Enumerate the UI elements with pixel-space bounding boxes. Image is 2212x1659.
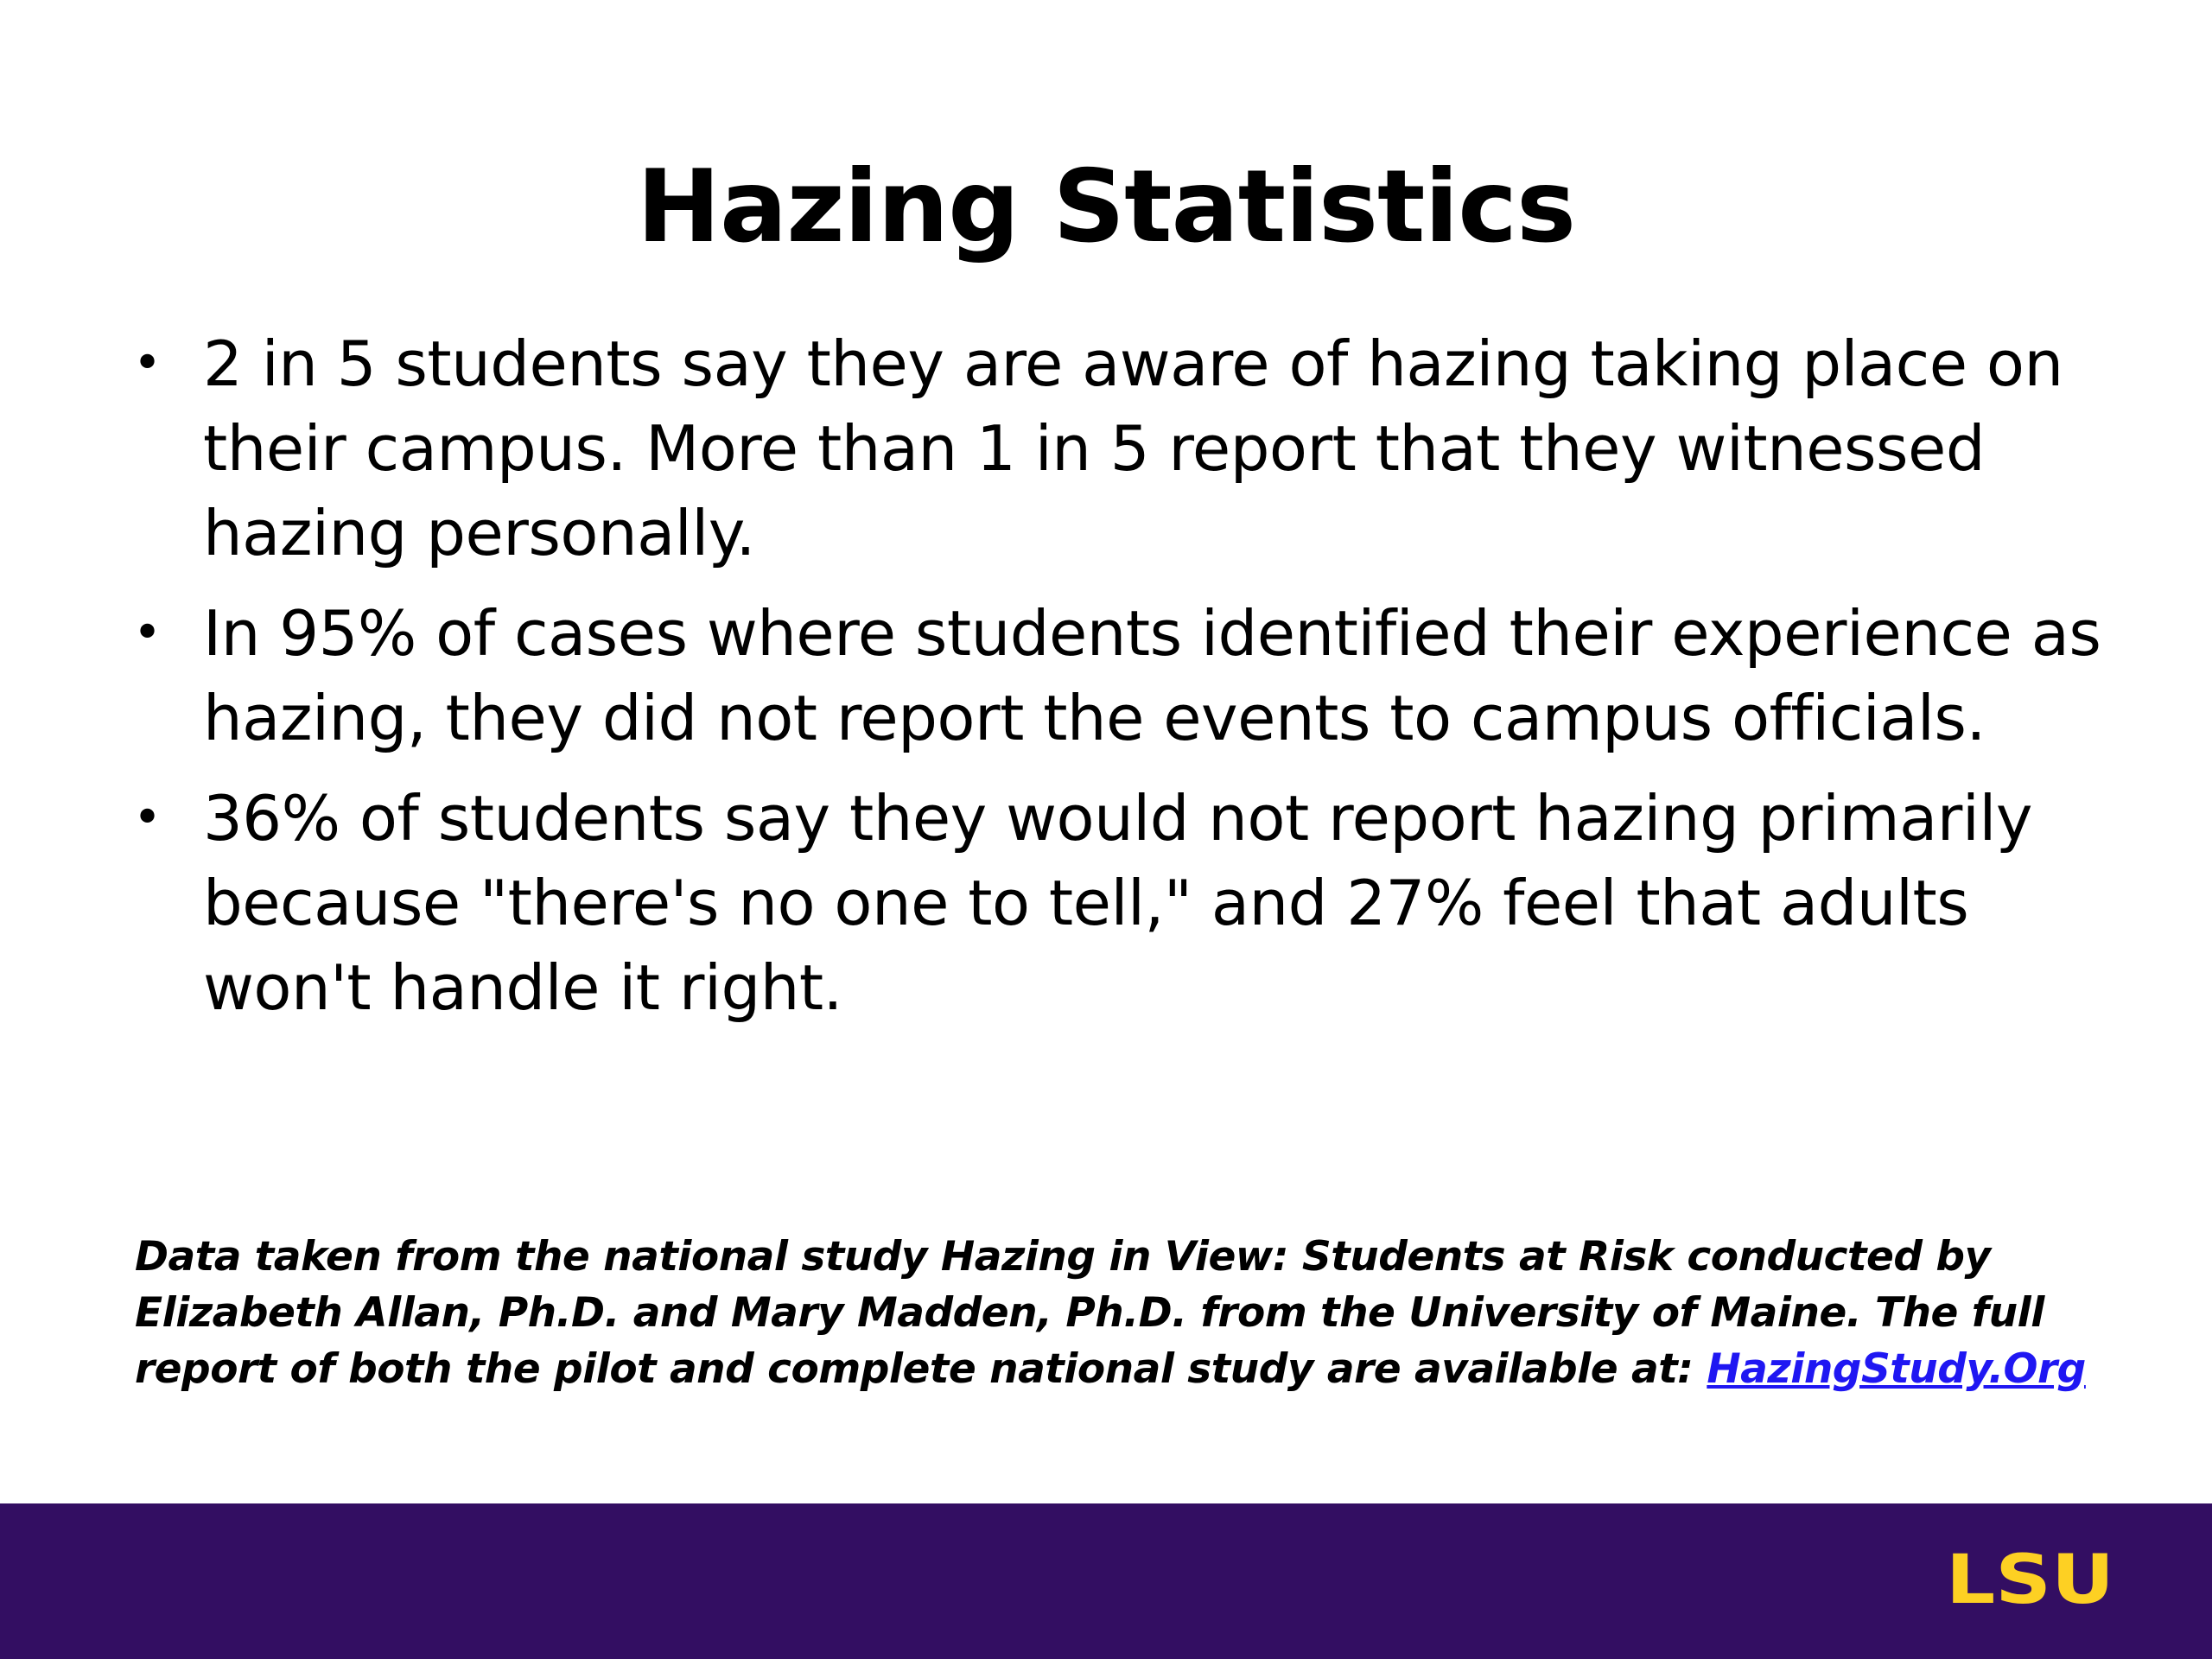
footer-band (0, 1503, 2212, 1659)
bullet-dot-icon: • (133, 335, 162, 391)
bullet-item-2 (130, 591, 2117, 760)
bullet-item-1 (130, 321, 2117, 575)
bullet-text-2: In 95% of cases where students identified their experience as hazing, they did not report the events to campus officials. (203, 597, 2101, 754)
lsu-logo-text: LSU (1946, 1551, 2114, 1606)
bullet-item-3 (130, 776, 2117, 1030)
source-link[interactable]: HazingStudy.Org (1707, 1345, 2086, 1393)
bullet-dot-icon: • (133, 605, 162, 661)
source-note-text: Data taken from the national study Hazing in View: Students at Risk conducted by Elizabeth Allan, Ph.D. and Mary Madden, Ph.D. from the University of Maine. The full report of both the pilot and complete national study are available at: (135, 1233, 2044, 1393)
bullet-list (130, 321, 2117, 1046)
bullet-dot-icon: • (133, 790, 162, 846)
slide-title: Hazing Statistics (636, 149, 1576, 265)
bullet-text-1: 2 in 5 students say they are aware of hazing taking place on their campus. More than 1 in 5 report that they witnessed hazing personally. (203, 327, 2063, 569)
bullet-text-3: 36% of students say they would not report hazing primarily because "there's no one to tell," and 27% feel that adults won't handle it right. (203, 782, 2032, 1024)
lsu-logo (1946, 1551, 2114, 1606)
source-note (135, 1229, 2122, 1397)
